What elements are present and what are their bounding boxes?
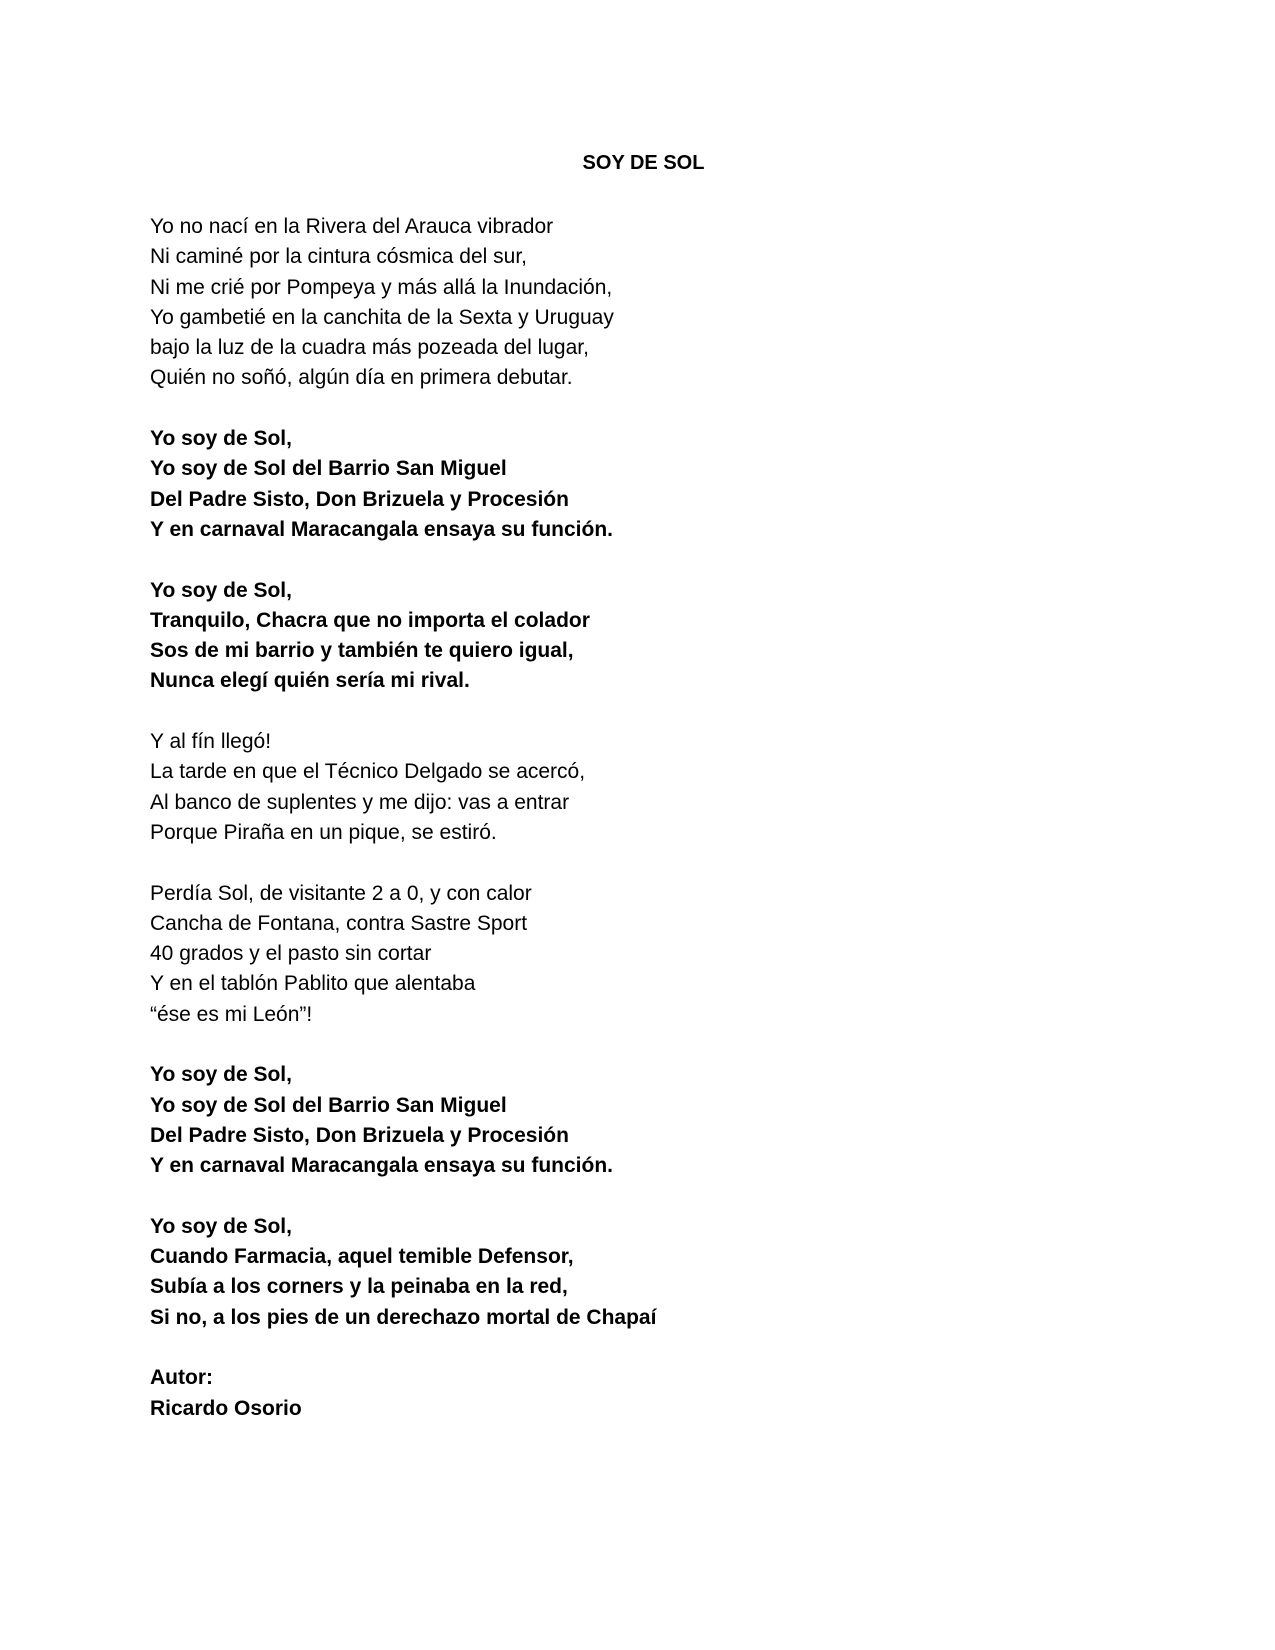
poem-line: Sos de mi barrio y también te quiero igual, xyxy=(150,639,574,663)
poem-line: Yo soy de Sol, xyxy=(150,1214,292,1238)
stanza-7 xyxy=(150,1212,1150,1333)
poem-line: Yo no nací en la Rivera del Arauca vibrador xyxy=(150,215,554,238)
poem-line: Del Padre Sisto, Don Brizuela y Procesión xyxy=(150,1123,569,1147)
stanza-1 xyxy=(150,212,1150,394)
poem-line: Nunca elegí quién sería mi rival. xyxy=(150,669,470,693)
poem-line: Yo soy de Sol, xyxy=(150,578,292,602)
poem-body xyxy=(150,212,1150,1454)
poem-line: Cuando Farmacia, aquel temible Defensor, xyxy=(150,1245,574,1269)
poem-line: Cancha de Fontana, contra Sastre Sport xyxy=(150,911,528,935)
poem-line: “ése es mi León”! xyxy=(150,1002,313,1026)
poem-line: Y en carnaval Maracangala ensaya su función. xyxy=(150,517,613,541)
poem-line: Yo soy de Sol del Barrio San Miguel xyxy=(150,457,507,481)
stanza-3 xyxy=(150,576,1150,697)
poem-line: La tarde en que el Técnico Delgado se acercó, xyxy=(150,760,586,784)
poem-line: Y en el tablón Pablito que alentaba xyxy=(150,972,476,996)
poem-line: Ni caminé por la cintura cósmica del sur, xyxy=(150,245,527,269)
poem-line: Yo soy de Sol, xyxy=(150,1063,292,1087)
poem-line: Ni me crié por Pompeya y más allá la Inundación, xyxy=(150,275,613,299)
poem-line: 40 grados y el pasto sin cortar xyxy=(150,942,432,966)
poem-line: Subía a los corners y la peinaba en la red, xyxy=(150,1275,568,1299)
poem-line: Al banco de suplentes y me dijo: vas a entrar xyxy=(150,790,570,814)
poem-line: Quién no soñó, algún día en primera debutar. xyxy=(150,366,573,390)
poem-line: Perdía Sol, de visitante 2 a 0, y con calor xyxy=(150,881,532,905)
poem-line: Del Padre Sisto, Don Brizuela y Procesión xyxy=(150,487,569,511)
poem-line: Yo soy de Sol del Barrio San Miguel xyxy=(150,1093,507,1117)
poem-line: Si no, a los pies de un derechazo mortal de Chapaí xyxy=(150,1305,657,1329)
poem-line: Y en carnaval Maracangala ensaya su función. xyxy=(150,1154,613,1178)
author-label: Autor: xyxy=(150,1366,213,1390)
poem-line: Yo gambetié en la canchita de la Sexta y Uruguay xyxy=(150,305,614,329)
poem-line: Porque Piraña en un pique, se estiró. xyxy=(150,820,497,844)
stanza-5 xyxy=(150,879,1150,1030)
author-name: Ricardo Osorio xyxy=(150,1396,302,1420)
poem-line: Yo soy de Sol, xyxy=(150,427,292,451)
poem-line: Tranquilo, Chacra que no importa el colador xyxy=(150,608,590,632)
poem-title: SOY DE SOL xyxy=(582,152,705,174)
stanza-2-chorus xyxy=(150,424,1150,545)
author-block xyxy=(150,1363,1150,1424)
stanza-6-chorus xyxy=(150,1060,1150,1181)
poem-line: Y al fín llegó! xyxy=(150,730,272,754)
stanza-4 xyxy=(150,727,1150,848)
poem-line: bajo la luz de la cuadra más pozeada del lugar, xyxy=(150,336,589,360)
